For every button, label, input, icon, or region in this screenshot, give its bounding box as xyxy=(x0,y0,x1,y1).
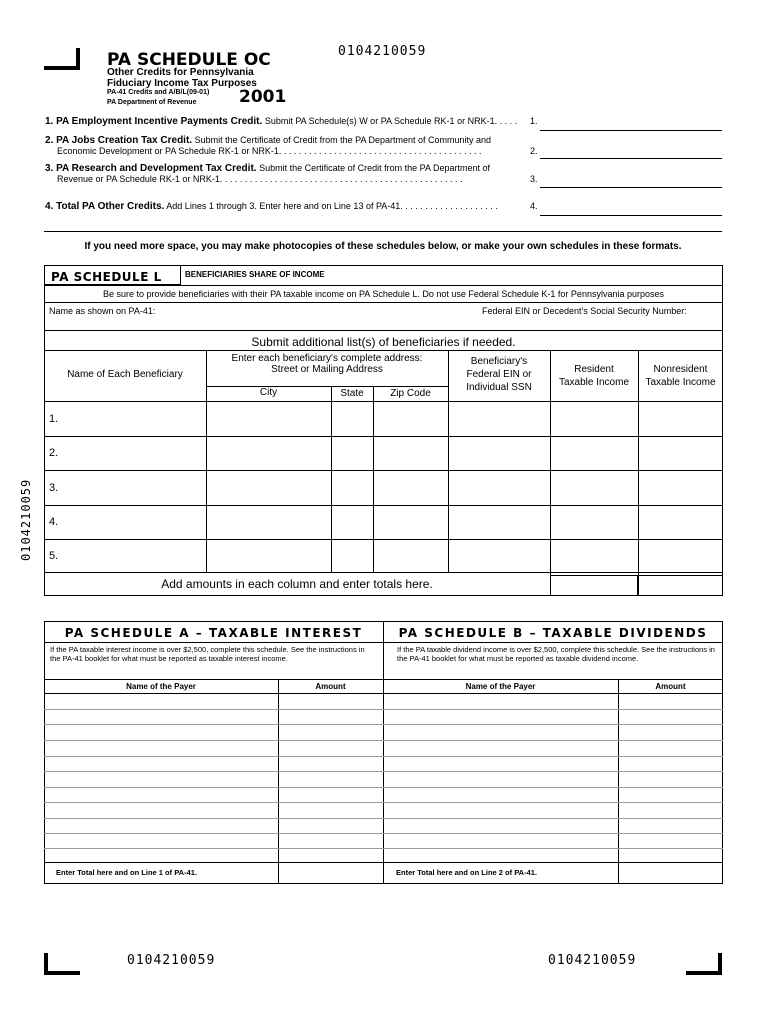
schedule-b-col-payer: Name of the Payer xyxy=(465,682,536,691)
row-number: 2. xyxy=(49,447,59,459)
beneficiary-row-3[interactable] xyxy=(44,471,723,506)
l-rule-3 xyxy=(44,330,723,331)
corner-mark-bottom-left xyxy=(44,953,80,975)
ab-colhd-rule xyxy=(44,693,723,694)
col-zip-header: Zip Code xyxy=(390,388,431,399)
form-subtitle-2: Fiduciary Income Tax Purposes xyxy=(107,78,257,89)
line-2-number: 2. xyxy=(530,146,538,156)
beneficiary-row-2[interactable] xyxy=(44,437,723,471)
line-3-label: 3. PA Research and Development Tax Credit. xyxy=(45,163,257,174)
name-field[interactable] xyxy=(175,303,475,325)
line-2-text-2: Economic Development or PA Schedule RK-1 or NRK-1. . . . . . . . . . . . . . . . . . . . . . . . . . . . . . . . . . . . . . . . . xyxy=(57,146,482,156)
schedule-b-note: If the PA taxable dividend income is over $2,500, complete this schedule. See the instructions in the PA-41 booklet for what must be reported as taxable dividend income. xyxy=(397,645,715,663)
ein-label: Federal EIN or Decedent's Social Security Number: xyxy=(482,306,687,316)
col-resident-header-1: Resident xyxy=(574,364,614,375)
schedule-a-total-label: Enter Total here and on Line 1 of PA-41. xyxy=(56,868,197,877)
col-address-header-1: Enter each beneficiary's complete address: xyxy=(231,353,423,364)
form-code-bottom-right: 0104210059 xyxy=(548,953,637,968)
line-2-label: 2. PA Jobs Creation Tax Credit. xyxy=(45,135,193,146)
credit-line-1 xyxy=(45,116,725,127)
schedule-l-title-box xyxy=(44,265,181,285)
row-number: 3. xyxy=(49,482,59,494)
ab-title-rule xyxy=(44,642,723,643)
schedule-l-title: PA SCHEDULE L xyxy=(51,270,162,284)
ab-entry-line[interactable] xyxy=(44,756,723,757)
nonresident-total-field[interactable] xyxy=(638,575,723,596)
col-ein-header-3: Individual SSN xyxy=(466,382,532,393)
row-number: 4. xyxy=(49,516,59,528)
ab-entry-line[interactable] xyxy=(44,833,723,834)
ab-entry-line[interactable] xyxy=(44,771,723,772)
line-2-text: Submit the Certificate of Credit from the PA Department of Community and xyxy=(194,135,492,145)
ab-entry-line[interactable] xyxy=(44,740,723,741)
col-resident-header-2: Taxable Income xyxy=(558,377,630,388)
credit-line-2 xyxy=(45,135,725,157)
col-ein-header-2: Federal EIN or xyxy=(466,369,532,380)
schedule-b-title: PA SCHEDULE B – TAXABLE DIVIDENDS xyxy=(398,626,708,640)
row-number: 1. xyxy=(49,413,59,425)
col-nonresident-header-2: Taxable Income xyxy=(645,377,716,388)
form-code-vertical: 0104210059 xyxy=(19,478,33,561)
col-city-header: City xyxy=(259,387,278,398)
l-address-split xyxy=(206,386,448,387)
department-label: PA Department of Revenue xyxy=(107,99,197,106)
space-note: If you need more space, you may make photocopies of these schedules below, or make your own schedules in these formats. xyxy=(84,241,682,252)
totals-note: Add amounts in each column and enter totals here. xyxy=(161,577,433,591)
line-3-text: Submit the Certificate of Credit from the PA Department of xyxy=(259,163,491,173)
schedule-a-title: PA SCHEDULE A – TAXABLE INTEREST xyxy=(64,626,363,640)
l-rule-1 xyxy=(44,285,723,286)
schedule-b-total-field[interactable] xyxy=(618,862,723,884)
schedule-a-total-field[interactable] xyxy=(278,862,383,884)
ab-entry-line[interactable] xyxy=(44,724,723,725)
schedule-b-total-label: Enter Total here and on Line 2 of PA-41. xyxy=(396,868,537,877)
line-1-entry[interactable] xyxy=(540,130,722,131)
schedule-a-col-amount: Amount xyxy=(315,682,346,691)
form-code-top: 0104210059 xyxy=(338,44,427,59)
form-subtitle-3: PA-41 Credits and A/B/L(09-01) xyxy=(107,89,210,96)
form-title: PA SCHEDULE OC xyxy=(107,50,271,70)
line-3-entry[interactable] xyxy=(540,187,722,188)
section-divider xyxy=(44,231,722,232)
col-state-header: State xyxy=(340,388,364,399)
ab-divider xyxy=(383,621,384,884)
line-1-number: 1. xyxy=(530,116,538,126)
col-ein-header-1: Beneficiary's xyxy=(470,356,528,367)
line-3-text-2: Revenue or PA Schedule RK-1 or NRK-1. . . . . . . . . . . . . . . . . . . . . . . . . . . . . . . . . . . . . . . . . . . . . . . . . xyxy=(57,174,463,184)
line-2-entry[interactable] xyxy=(540,158,722,159)
credit-line-4 xyxy=(45,201,725,212)
ab-entry-line[interactable] xyxy=(44,818,723,819)
line-4-label: 4. Total PA Other Credits. xyxy=(45,201,165,212)
line-4-number: 4. xyxy=(530,201,538,211)
credit-line-3 xyxy=(45,163,725,185)
schedule-a-col-payer: Name of the Payer xyxy=(126,682,196,691)
beneficiary-row-4[interactable] xyxy=(44,506,723,540)
row-number: 5. xyxy=(49,550,59,562)
tax-year: 2001 xyxy=(239,87,287,107)
ab-entry-line[interactable] xyxy=(44,802,723,803)
form-subtitle-1: Other Credits for Pennsylvania xyxy=(107,67,254,78)
schedule-a-note: If the PA taxable interest income is over $2,500, complete this schedule. See the instructions in the PA-41 booklet for what must be reported as taxable interest income. xyxy=(50,645,365,663)
schedule-b-col-amount: Amount xyxy=(655,682,686,691)
col-nonresident-header-1: Nonresident xyxy=(653,364,708,375)
line-4-text: Add Lines 1 through 3. Enter here and on Line 13 of PA-41. . . . . . . . . . . . . . . . . . . . xyxy=(166,201,498,211)
form-code-bottom-left: 0104210059 xyxy=(127,953,216,968)
ab-note-rule xyxy=(44,679,723,680)
line-3-number: 3. xyxy=(530,174,538,184)
col-address-header-2: Street or Mailing Address xyxy=(271,364,383,375)
submit-note: Submit additional list(s) of beneficiaries if needed. xyxy=(251,335,516,349)
schedule-l-heading: BENEFICIARIES SHARE OF INCOME xyxy=(185,270,325,279)
corner-mark-top-left xyxy=(44,48,80,70)
ab-entry-line[interactable] xyxy=(44,848,723,849)
ab-entry-line[interactable] xyxy=(44,787,723,788)
beneficiary-row-1[interactable] xyxy=(44,401,723,437)
corner-mark-bottom-right xyxy=(686,953,722,975)
beneficiary-row-5[interactable] xyxy=(44,540,723,573)
resident-total-field[interactable] xyxy=(550,575,638,596)
line-4-entry[interactable] xyxy=(540,215,722,216)
col-name-header: Name of Each Beneficiary xyxy=(67,369,183,380)
name-label: Name as shown on PA-41: xyxy=(49,306,156,316)
line-1-label: 1. PA Employment Incentive Payments Credit. xyxy=(45,116,263,127)
l-rule-4 xyxy=(44,350,723,351)
schedule-l-note: Be sure to provide beneficiaries with their PA taxable income on PA Schedule L. Do not use Federal Schedule K-1 for Pennsylvania purposes xyxy=(103,289,664,299)
ab-entry-line[interactable] xyxy=(44,709,723,710)
line-1-text: Submit PA Schedule(s) W or PA Schedule RK-1 or NRK-1. . . . . xyxy=(264,116,518,126)
